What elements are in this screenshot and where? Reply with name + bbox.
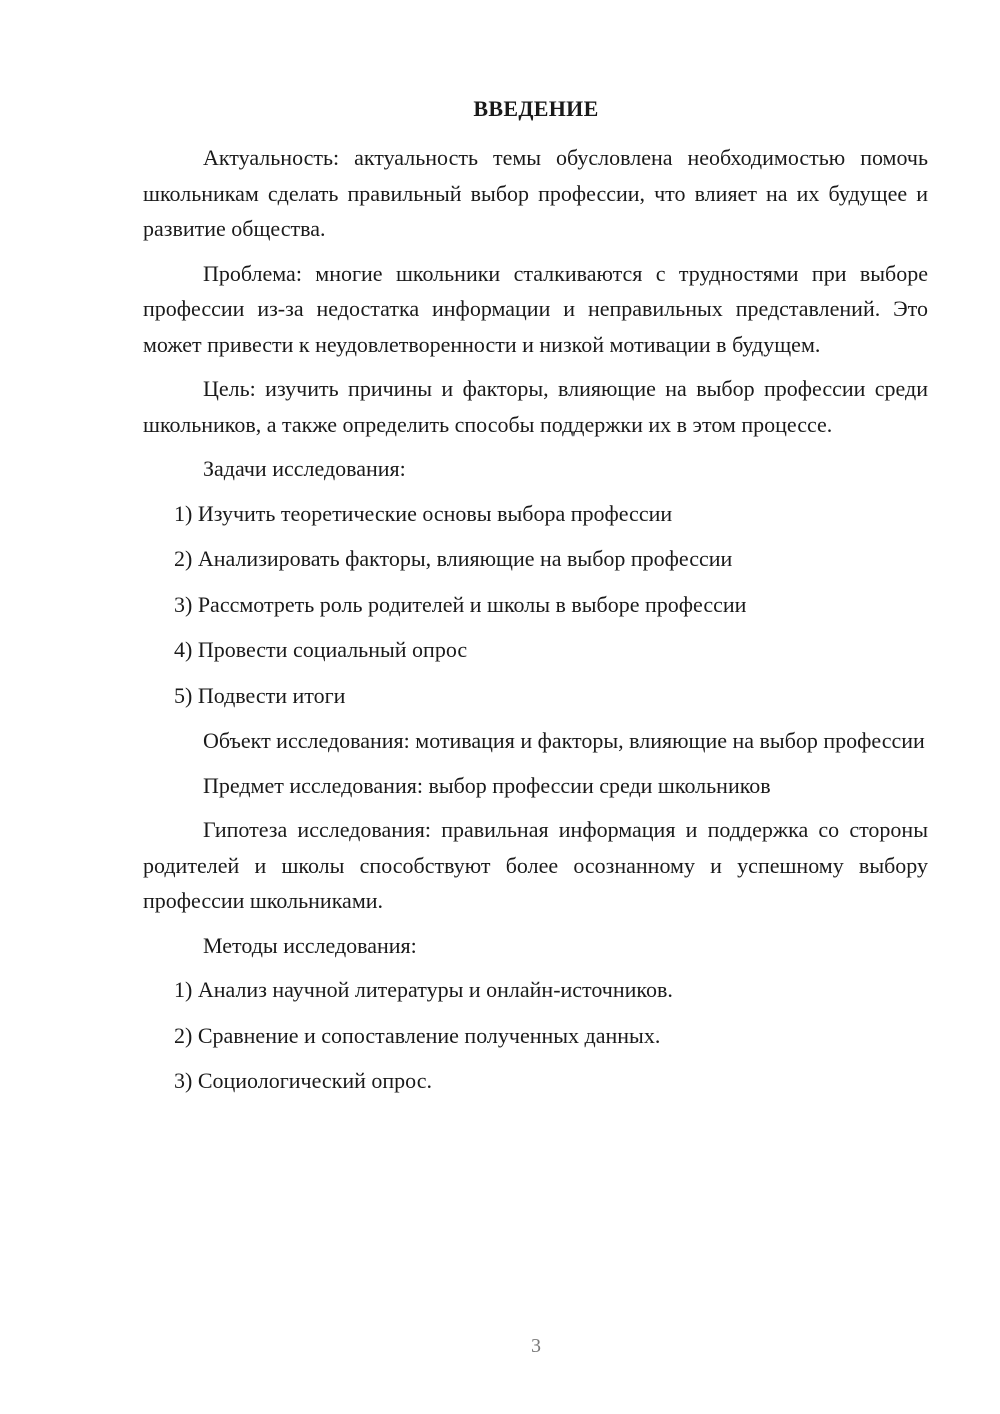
task-item: 1) Изучить теоретические основы выбора профессии: [174, 500, 673, 526]
method-item: 1) Анализ научной литературы и онлайн-источников.: [174, 977, 673, 1002]
task-item: 3) Рассмотреть роль родителей и школы в выборе профессии: [174, 591, 747, 617]
goal-paragraph: Цель: изучить причины и факторы, влияющие на выбор профессии среди школьников, а также определить способы поддержки их в этом процессе.: [143, 376, 928, 437]
task-item: 5) Подвести итоги: [174, 682, 346, 708]
methods-heading: Методы исследования:: [203, 932, 417, 958]
problem-paragraph: Проблема: многие школьники сталкиваются с трудностями при выборе профессии из-за недостатка информации и неправильных представлений. Это может привести к неудовлетворенности и низкой мотивации в будущем.: [143, 260, 928, 357]
hypothesis-paragraph: Гипотеза исследования: правильная информация и поддержка со стороны родителей и школы способствуют более осознанному и успешному выбору профессии школьниками.: [143, 817, 928, 913]
task-item: 2) Анализировать факторы, влияющие на выбор профессии: [174, 546, 733, 571]
task-item: 4) Провести социальный опрос: [174, 637, 468, 662]
method-item: 3) Социологический опрос.: [174, 1068, 432, 1093]
page-number: 3: [531, 1335, 541, 1357]
tasks-heading: Задачи исследования:: [203, 456, 406, 481]
relevance-paragraph: Актуальность: актуальность темы обусловлена необходимостью помочь школьникам сделать правильный выбор профессии, что влияет на их будущее и развитие общества.: [143, 145, 928, 241]
method-item: 2) Сравнение и сопоставление полученных данных.: [174, 1022, 661, 1048]
document-body: [143, 140, 928, 1109]
object-paragraph: Объект исследования: мотивация и факторы, влияющие на выбор профессии: [203, 728, 925, 753]
subject-paragraph: Предмет исследования: выбор профессии среди школьников: [203, 772, 771, 798]
page-title: ВВЕДЕНИЕ: [473, 96, 599, 121]
